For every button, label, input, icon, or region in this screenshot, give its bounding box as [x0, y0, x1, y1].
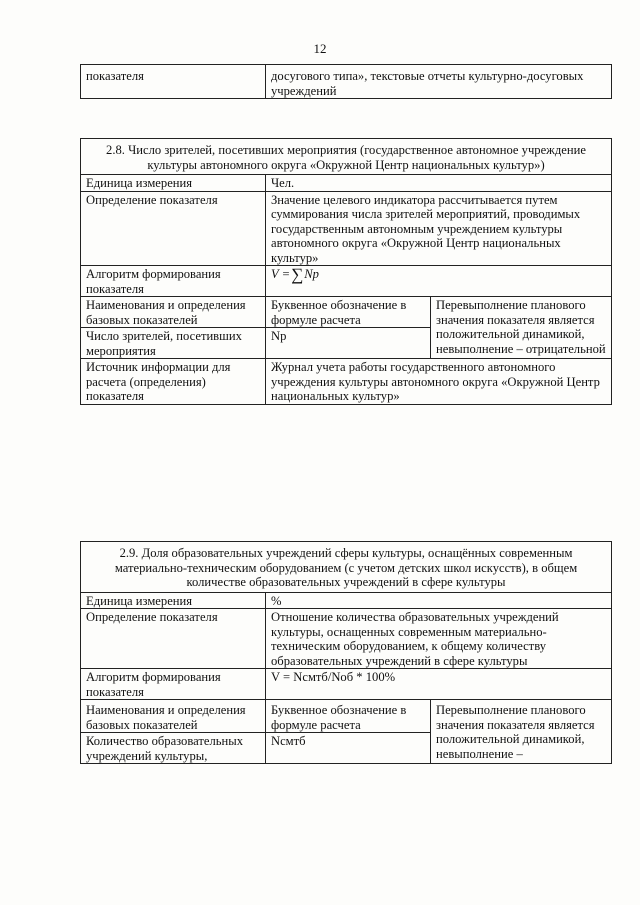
- symbol-label: Буквенное обозначение в формуле расчета: [266, 297, 431, 328]
- table-row: [81, 65, 612, 99]
- dynamics-note: Перевыполнение планового значения показателя является положительной динамикой, невыполнение –: [431, 700, 612, 764]
- table-row: [81, 175, 612, 192]
- table-row: [81, 297, 612, 328]
- definition-value: Значение целевого индикатора рассчитывается путем суммирования числа зрителей мероприятий, проводимых государственным автономным учреждением культуры автономного округа «Окружной Центр национальных культур»: [266, 191, 612, 266]
- definition-label: Определение показателя: [81, 609, 266, 669]
- formula-cell: [266, 266, 612, 297]
- formula: V = Nсмтб/Nоб * 100%: [266, 669, 612, 700]
- table-row: [81, 359, 612, 405]
- formula-lhs: V =: [271, 267, 291, 281]
- continued-table-fragment: [80, 64, 612, 99]
- base-indicators-label: Наименования и определения базовых показателей: [81, 297, 266, 328]
- algorithm-label: Алгоритм формирования показателя: [81, 669, 266, 700]
- fragment-label: показателя: [81, 65, 266, 99]
- symbol-label: Буквенное обозначение в формуле расчета: [266, 700, 431, 733]
- table-row: [81, 609, 612, 669]
- table-row: [81, 139, 612, 175]
- indicator-table-2-8: [80, 138, 612, 405]
- formula: [271, 267, 319, 283]
- unit-label: Единица измерения: [81, 592, 266, 609]
- indicator-symbol: Nсмтб: [266, 733, 431, 764]
- unit-label: Единица измерения: [81, 175, 266, 192]
- indicator-symbol: Np: [266, 328, 431, 359]
- sigma-symbol: ∑: [291, 265, 304, 284]
- source-value: Журнал учета работы государственного автономного учреждения культуры автономного округа «Окружной Центр национальных культур»: [266, 359, 612, 405]
- dynamics-note: Перевыполнение планового значения показателя является положительной динамикой, невыполнение – отрицательной: [431, 297, 612, 359]
- unit-value: %: [266, 592, 612, 609]
- algorithm-label: Алгоритм формирования показателя: [81, 266, 266, 297]
- table-row: [81, 700, 612, 733]
- unit-value: Чел.: [266, 175, 612, 192]
- table-row: [81, 266, 612, 297]
- base-indicators-label: Наименования и определения базовых показателей: [81, 700, 266, 733]
- formula-rhs: Np: [304, 267, 319, 281]
- definition-value: Отношение количества образовательных учреждений культуры, оснащенных современным материально-техническим оборудованием, к общему количеству образовательных учреждений в сфере культуры: [266, 609, 612, 669]
- definition-label: Определение показателя: [81, 191, 266, 266]
- indicator-name: Число зрителей, посетивших мероприятия: [81, 328, 266, 359]
- section-header: 2.9. Доля образовательных учреждений сферы культуры, оснащённых современным материально-техническим оборудованием (с учетом детских школ искусств), в общем количестве образовательных учреждений в сфере культуры: [81, 542, 612, 593]
- page-number: 12: [313, 41, 327, 56]
- fragment-value: досугового типа», текстовые отчеты культурно-досуговых учреждений: [266, 65, 612, 99]
- table-row: [81, 669, 612, 700]
- section-header: 2.8. Число зрителей, посетивших мероприятия (государственное автономное учреждение культуры автономного округа «Окружной Центр национальных культур»): [81, 139, 612, 175]
- table-row: [81, 592, 612, 609]
- source-label: Источник информации для расчета (определения) показателя: [81, 359, 266, 405]
- indicator-table-2-9: [80, 541, 612, 764]
- indicator-name: Количество образовательных учреждений культуры,: [81, 733, 266, 764]
- table-row: [81, 191, 612, 266]
- table-row: [81, 542, 612, 593]
